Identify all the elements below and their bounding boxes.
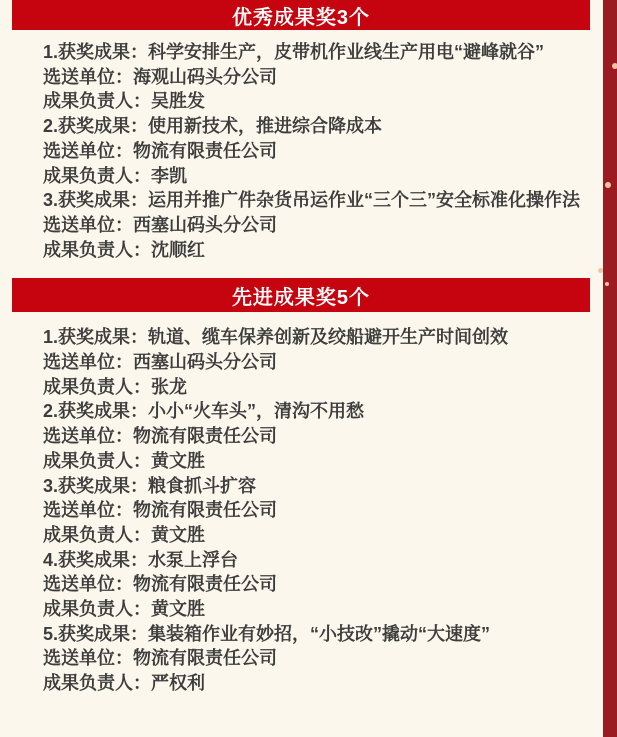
unit-line: 选送单位：物流有限责任公司: [43, 500, 277, 521]
section-banner-excellent: [12, 0, 590, 30]
unit-line: 选送单位：西塞山码头分公司: [43, 352, 277, 373]
leader-line: 成果负责人：黄文胜: [43, 524, 205, 545]
right-decor-strip: [603, 0, 617, 737]
leader-line: 成果负责人：张龙: [43, 376, 187, 397]
unit-line: 选送单位：物流有限责任公司: [43, 140, 277, 161]
achievement-line: 2.获奖成果：小小“火车头”，清沟不用愁: [43, 401, 365, 422]
achievement-line: 3.获奖成果：粮食抓斗扩容: [43, 475, 257, 496]
achievement-line: 2.获奖成果：使用新技术，推进综合降成本: [43, 116, 383, 137]
achievement-line: 1.获奖成果：科学安排生产，皮带机作业线生产用电“避峰就谷”: [43, 42, 545, 62]
decor-dot: [612, 63, 617, 69]
section-heading-excellent: 优秀成果奖3个: [231, 6, 371, 29]
leader-line: 成果负责人：李凯: [43, 165, 187, 186]
achievement-line: 3.获奖成果：运用并推广件杂货吊运作业“三个三”安全标准化操作法: [43, 190, 581, 211]
section-banner-advanced: [12, 278, 590, 312]
decor-dot: [605, 282, 609, 286]
achievement-line: 1.获奖成果：轨道、缆车保养创新及绞船避开生产时间创效: [43, 327, 509, 348]
leader-line: 成果负责人：黄文胜: [43, 450, 205, 471]
decor-dot: [598, 268, 603, 273]
leader-line: 成果负责人：严权利: [43, 673, 205, 694]
leader-line: 成果负责人：黄文胜: [43, 599, 205, 620]
award-list-excellent: [43, 40, 592, 262]
leader-line: 成果负责人：吴胜发: [43, 91, 205, 112]
leader-line: 成果负责人：沈顺红: [43, 239, 205, 260]
achievement-line: 5.获奖成果：集装箱作业有妙招，“小技改”撬动“大速度”: [43, 623, 491, 644]
unit-line: 选送单位：西塞山码头分公司: [43, 214, 277, 235]
unit-line: 选送单位：物流有限责任公司: [43, 648, 277, 669]
award-list-advanced: [43, 325, 592, 696]
decor-dot: [605, 182, 611, 188]
section-heading-advanced: 先进成果奖5个: [231, 286, 371, 309]
unit-line: 选送单位：海观山码头分公司: [43, 66, 277, 87]
unit-line: 选送单位：物流有限责任公司: [43, 574, 277, 595]
unit-line: 选送单位：物流有限责任公司: [43, 426, 277, 447]
achievement-line: 4.获奖成果：水泵上浮台: [43, 549, 239, 570]
